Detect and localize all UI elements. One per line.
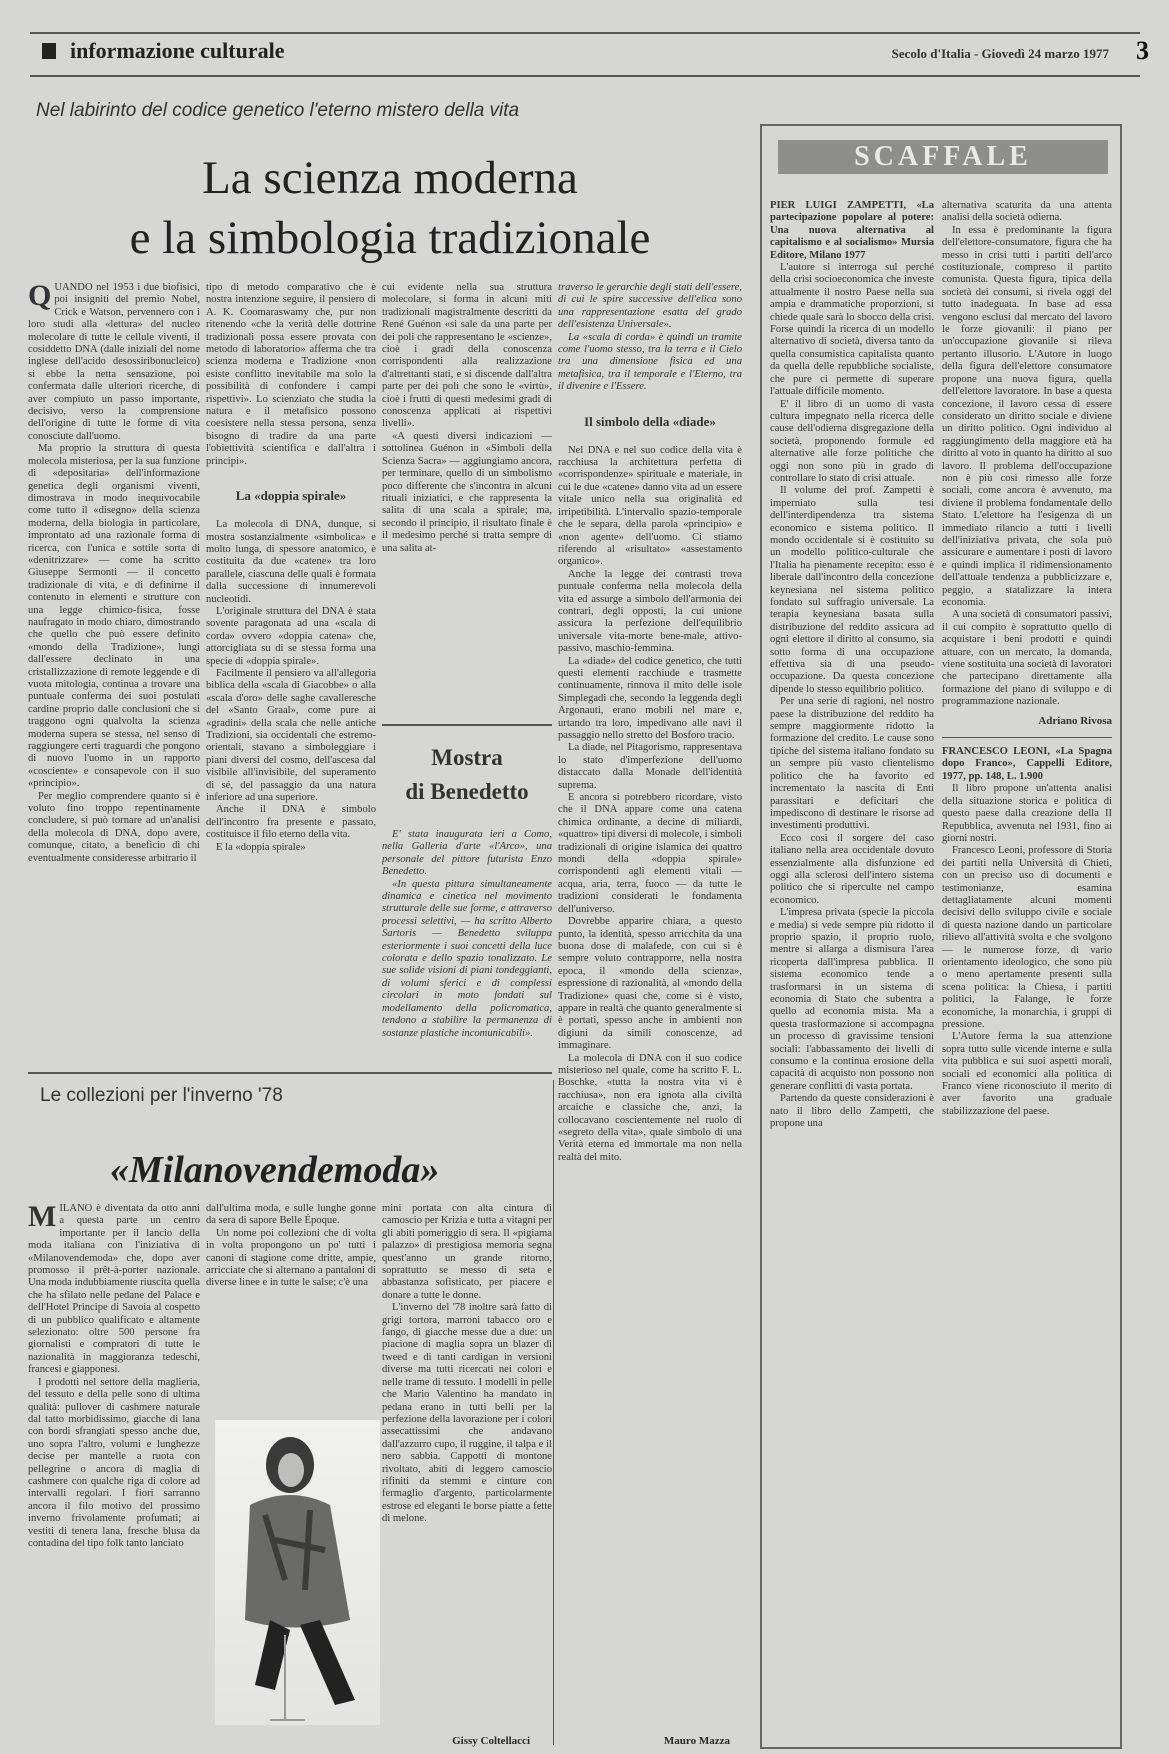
mostra-headline-line-2: di Benedetto (405, 779, 529, 804)
book2-heading: FRANCESCO LEONI, «La Spagna dopo Franco», Cappelli Editore, 1977, pp. 148, L. 1.900 (942, 746, 1112, 782)
paragraph: E' stata inaugurata ieri a Como, nella Galleria d'arte «l'Arco», una personale del pittore futurista Enzo Benedetto. (382, 829, 552, 878)
paragraph: I prodotti nel settore della maglieria, del tessuto e della pelle sono di ultima qualità: pullover di cashmere naturale dal tatto morbidissimo, giacche di lana con bordi sfrangiati spesso anche due, uno sopra l'altro, volumi e lunghezze decise per mantelle a ruota con pellegrine o ancora di maglia di cashmere con qualche riga di colore ad intervalli regolari. I fiori sarranno ancora il filo motivo del prossimo inverno frivolamente profumati; ai vestiti di tenera lana, fresche blusa da contadina del tipo folk tanto lanciato (28, 1376, 200, 1549)
paragraph: cui evidente nella sua struttura molecolare, si forma in alcuni miti tradizionali magistralmente descritti da René Guénon «si sale da una parte per dei poli che rappresentano le «scienze», cioè i gradi della conoscenza corrispondenti alla realizzazione d'altrettanti stati, e si discende dall'altra parte per dei poli che sono le «virtù», cioè i frutti di questi medesimi gradi di conoscenza applicati ai rispettivi livelli». (382, 282, 552, 430)
paragraph: Il libro propone un'attenta analisi della situazione storica e politica di questo paese dalla creazione della II Repubblica, avvenuta nel 1931, fino ai giorni nostri. (942, 783, 1112, 844)
subhead-diade: Il simbolo della «diade» (584, 413, 716, 429)
paragraph: La molecola di DNA, dunque, si mostra sostanzialmente «simbolica» e molto lunga, di spessore anatomico, è costituita da due «catene» tra loro parallele, ciascuna delle quali è formata dalla successione di innumerevoli nucleotidi. (206, 519, 376, 605)
paragraph: E la «doppia spirale» (216, 841, 306, 853)
paragraph: La «scala di corda» è quindi un tramite come l'uomo stesso, tra la terra e il Cielo tra una dimensione fisica ed una metafisica, tra il temporale e l'Eterno, tra il divenire e l'Essere. (558, 331, 742, 393)
moda-column-2 (206, 1203, 376, 1413)
paragraph-list (382, 1203, 552, 1526)
paragraph: L'Autore ferma la sua attenzione sopra tutto sulle vicende interne e sulla vita pubblica e sui suoi aspetti morali, sociali ed economici alla politica di Franco viene riconosciuto il merito di aver favorito una graduale stabilizzazione del paese. (942, 1031, 1112, 1117)
article-kicker: Nel labirinto del codice genetico l'eterno mistero della vita (36, 100, 520, 121)
paragraph-list (28, 1203, 200, 1550)
paragraph: In essa è predominante la figura dell'elettore-consumatore, figura che ha messo in crisi tutti i partiti dell'arco costituzionale, compreso il partito comunista. Questa figura, tipica della società dei consumi, si rivela oggi del tutto inadeguata. In base ad essa vengono esclusi dal mercato del lavoro le forze giovanili: il piano per un'occupazione giovanile si rileva pertanto illusorio. L'Autore in luogo della figura dell'elettore consumatore propone una nuova figura, quella dell'elettore lavoratore. In base a questa concezione, il lavoro cessa di essere considerato un diritto sociale e diviene un diritto politico. Ogni individuo al raggiungimento della maggiore età ha diritto al voto in quanto ha diritto al suo lavoro. Il problema dell'occupazione non è più così rimesso alle forze sociali, come ancora è avvenuto, ma diviene il problema fondamentale dello Stato. L'elettore ha l'esigenza di un immediato rilancio a tutti i livelli dell'iniziativa privata, che sola può assicurare e aumentare i posti di lavoro e quindi implica il ridimensionamento dell'attuale tendenza a pubblicizzare e, peggio, a statalizzare la intera economia. (942, 224, 1112, 608)
header-bottom-rule (30, 75, 1140, 77)
paragraph: E ancora si potrebbero ricordare, visto che il DNA appare come una catena chimica ordinante, a decine di miliardi, «quattro» tipi diversi di molecole, i simboli tradizionali di origine islamica dei quattro mondi della «doppia spirale» corrispondenti agli elementi vitali — acqua, aria, terra, fuoco — da tutte le tradizioni considerati le fondamenta dell'universo. (558, 792, 742, 915)
paragraph-list (558, 282, 742, 394)
paragraph-list (28, 282, 200, 865)
paragraph: Ecco così il sorgere del caso italiano nella area occidentale dovuto essenzialmente alla disfunzione ed oggi alla sclerosi dell'intero sistema politico che si riperculte nel campo economico. (770, 832, 934, 906)
section-square-icon (42, 43, 56, 59)
paragraph: Un nome poi collezioni che di volta in volta propongono un po' tutti i canoni di stagione come dritte, ampie, arricciate che si alternano a pantaloni di diverse linee e in tutte le salse; c'è una (206, 1227, 376, 1289)
scaffale-banner: SCAFFALE (778, 140, 1108, 174)
paragraph: La «diade» del codice genetico, che tutti questi elementi racchiude e trasmette continuamente, rinnova il mito delle isole Simplegadi che, secondo la leggenda degli Argonauti, erano mobili nel mare e, urtando tra loro, impedivano alle navi il passaggio nello stretto del Bosforo tracio. (558, 655, 742, 741)
headline-line-2: e la simbologia tradizionale (129, 212, 651, 264)
paragraph: ILANO è diventata da otto anni a questa parte un centro importante per il lancio della moda italiana con l'iniziativa di «Milanovendemoda» che, dopo aver promosso il prêt-à-porter nazionale. Una moda indubbiamente riuscita quella che ha sfilato nelle pedane del Palace e dell'Hotel Principe di Savoia al cospetto di un pubblico qualificato e altamente selezionato: oltre 500 persone fra giornalisti e compratori di tutte le nazionalità in maggioranza tedeschi, francesi e giapponesi. (28, 1203, 200, 1376)
article-column-4 (558, 282, 742, 1740)
moda-kicker: Le collezioni per l'inverno '78 (40, 1085, 283, 1106)
headline-line-1: La scienza moderna (202, 152, 578, 204)
paragraph-list (382, 282, 552, 555)
paragraph: Partendo da queste considerazioni è nato il libro dello Zampetti, che propone una (770, 1093, 934, 1130)
moda-top-rule (28, 1072, 552, 1074)
column-divider (553, 1080, 554, 1745)
article-column-2 (206, 282, 376, 1060)
subhead-doppia-spirale: La «doppia spirale» (235, 488, 347, 504)
paragraph-list (382, 829, 552, 1040)
paragraph: L'autore si interroga sul perché della crisi socioeconomica che investe attualmente il nostro Paese nella sua ampia e drammatiche proporzioni, si chiede quale sarà lo sbocco della crisi. Forse quindi la ricerca di un modello alternativo di società, diversa tanto da quella consumistica capitalista quanto da quella delle repubbliche socialiste, che pure ci permette di superare l'attuale difficile momento. (770, 262, 934, 398)
moda-column-3 (382, 1203, 552, 1728)
paragraph-list (770, 262, 934, 1130)
paragraph-list (206, 282, 376, 854)
book1-heading: PIER LUIGI ZAMPETTI, «La partecipazione popolare al potere: Una nuova alternativa al capitalismo e al socialismo» Mursia Editore, Milano 1977 (770, 200, 934, 261)
mostra-article (382, 735, 552, 1065)
paragraph: traverso le gerarchie degli stati dell'essere, di cui le spire successive dell'elica sono una rappresentazione esatta del grado dell'esistenza Universale». (558, 282, 742, 331)
mostra-divider (382, 724, 552, 726)
paragraph: Dovrebbe apparire chiara, a questo punto, la identità, spesso arricchita da una buona dose di malafede, con cui si è sempre voluto contrapporre, nella nostra epoca, il «mondo della scienza», espressione di razionalità, al «mondo della Tradizione» quasi che, come si è visto, appare in realtà che quanto generalmente si è portati, spesso anche in ambienti non digiuni da simili conoscenze, ad immaginare. (558, 916, 742, 1052)
paragraph: A una società di consumatori passivi, il cui compito è soprattutto quello di acquistare i beni prodotti e quindi attuare, con un mercato, la domanda, viene sostituita una società di lavoratori che partecipano direttamente alla formazione del piano di sviluppo e di programmazione nazionale. (942, 609, 1112, 708)
mostra-headline-line-1: Mostra (431, 745, 503, 770)
paragraph: Per una serie di ragioni, nel nostro paese la distribuzione del reddito ha sempre maggiormente ridotto la formazione del credito. Le cause sono tipiche del sistema italiano fondato su un sempre più vasto clientelismo politico che ha favorito ed incrementato la nascita di Enti parassitari e deficitari che impediscono di destinare le risorse ad investimenti produttivi. (770, 696, 934, 832)
paragraph: Ma proprio la struttura di questa molecola misteriosa, per la sua funzione di «depositaria» dell'informazione genetica degli organismi viventi, dimostrava in modo inequivocabile come tutto il «disegno» della scienza moderna, della biologia in particolare, improntato ad una razionale forma di ricerca, con l'unica e sottile sorta di «denitrizzare» — come ha scritto Giuseppe Sermonti — il concetto tradizionale di vita, e di definirne il contenuto in elementi e strutture con una legge chimico-fisica, fosse naufragato in modo chiaro, dimostrando che quello che può essere definito «mondo della Tradizione», lungi dall'essere declinato in una cristallizzazione di remote leggende e di vuota mitologia, continua a trovare una puntuale conferma dei suoi postulati cardine proprio dalle conclusioni che si traggono ogni qualvolta la scienza moderna supera se stessa, nel senso di raggiungere certi traguardi che pongono di nuovo l'uomo in un rapporto «cosciente» e consapevole con il suo «principio». (28, 443, 200, 790)
author-gissy-coltellacci: Gissy Coltellacci (452, 1735, 530, 1747)
dateline: Secolo d'Italia - Giovedì 24 marzo 1977 (891, 46, 1109, 61)
author-mauro-mazza: Mauro Mazza (663, 1735, 730, 1747)
moda-column-1 (28, 1203, 200, 1748)
page-number: 3 (1136, 36, 1149, 65)
moda-drop-cap: M (28, 1203, 57, 1233)
paragraph: «A questi diversi indicazioni — sottolinea Guénon in «Simboli della Scienza Sacra» — aggiungiamo ancora, per terminare, quello di un simbolismo poco differente che s'incontra in alcuni rituali iniziatici, e che rappresenta la salita di una scala a spirale; ma, secondo il principio, il risultato finale è il medesimo perché si tratta sempre di una salita at- (382, 430, 552, 554)
paragraph: L'originale struttura del DNA è stata sovente paragonata ad una «scala di corda» ovvero «doppia catena» che, attorcigliata su di se stessa forma una specie di «doppia spirale». (206, 605, 376, 667)
paragraph-list (558, 445, 742, 1165)
paragraph: dall'ultima moda, e sulle lunghe gonne da sera di sapore Belle Époque. (206, 1203, 376, 1227)
paragraph: La diade, nel Pitagorismo, rappresentava lo stato d'imperfezione dell'uomo distaccato dalla Monade dell'identità suprema. (558, 742, 742, 791)
scaffale-column-1 (770, 200, 934, 1745)
mostra-headline (382, 741, 552, 809)
fur-coat-model-illustration (215, 1420, 380, 1725)
paragraph: Francesco Leoni, professore di Storia dei partiti nella Università di Chieti, con un preciso uso di documenti e testimonianze, esamina dettagliatamente alcuni momenti decisivi dello sviluppo civile e sociale di questa nazione dando un particolare rilievo all'attività svolta e che svolgono — le numerose forze, di vario orientamento ideologico, che sono più o meno apertamente presenti sulla scena politica: la Chiesa, i partiti politici, la Falange, le forze economiche, la monarchia, i gruppi di pressione. (942, 845, 1112, 1030)
paragraph: Facilmente il pensiero va all'allegoria biblica della «scala di Giacobbe» o alla «scala d'oro» delle saghe cavalleresche del «Santo Graal», come pure ai «gradini» della scala che nelle antiche Tradizioni, sia occidentali che estremo-orientali, stavano a simboleggiare i piani diversi del cosmo, dell'ascesa dal visibile all'invisibile, del superamento di sé, del passaggio da una natura inferiore ad una superiore. (206, 667, 376, 804)
header-top-rule (30, 32, 1140, 34)
paragraph: alternativa scaturita da una attenta analisi della società odierna. (942, 200, 1112, 224)
paragraph: Anche il DNA è simbolo dell'incontro fra presente e passato, costituisce il filo eterno della vita. (206, 804, 376, 841)
paragraph: Il volume del prof. Zampetti è imperniato sulla tesi dell'interdipendenza tra sistema economico e sistema politico. Il mondo occidentale si è costituito su un modello politico-culturale che l'Italia ha pienamente recepito: esso è liberale dall'incontro della concezione keynesiana nel sistema politico fondato sul suffragio universale. La terapia keynesiana basata sulla distribuzione del reddito assicura ad ogni elettore il diritto al consumo, sia sotto forma di una occupazione effettiva sia di una pseudo-occupazione. Da questa concezione dipende lo stesso equilibrio politico. (770, 485, 934, 695)
paragraph-list (206, 1203, 376, 1290)
paragraph: Anche la legge dei contrasti trova puntuale conferma nella molecola della vita ed assurge a simbolo dell'armonia dei contrari, degli opposti, la cui unione assicura la perfezione dell'equilibrio universale vita-morte bene-male, attivo-passivo, maschio-femmina. (558, 568, 742, 655)
paragraph: UANDO nel 1953 i due biofisici, poi insigniti del premio Nobel, Crick e Watson, pervennero con i loro studi alla «lettura» del nucleo molecolare di tutte le cellule viventi, il cosiddetto DNA (dalle iniziali del nome inglese dell'acido desossiribonucleico) si ebbe la netta sensazione, poi confermata dalle ulteriori ricerche, di aver compiuto un passo importante, decisivo, verso la comprensione dell'origine di tutte le forme di vita conosciute dall'uomo. (28, 282, 200, 442)
moda-headline: «Milanovendemoda» (110, 1149, 440, 1191)
paragraph: Per meglio comprendere quanto si è voluto fino troppo repentinamente concludere, si può tornare ad un'analisi della molecola di DNA, dopo avere, comunque, citato, a beneficio di chi eventualmente consideresse arbitrario il (28, 790, 200, 864)
paragraph: E' il libro di un uomo di vasta cultura impegnato nella ricerca delle cause dell'odierna disgregazione della società, proponendo formule ed alternative alle forze politiche che oggi non sono più in grado di controllare lo stato di crisi attuale. (770, 398, 934, 484)
article-column-3 (382, 282, 552, 722)
section-title (42, 38, 284, 64)
paragraph: L'inverno del '78 inoltre sarà fatto di grigi tortora, marroni tabacco oro e fango, di giacche messe due a due: un piacione di maglia sopra un blazer di tweed e di tanti cardigan in versioni diverse ma tutti ricercati nei colori e nelle trame di tessuto. I modelli in pelle che Mario Valentino ha mandato in pedana erano in tutti belli per la perfezione della lavorazione per i colori assecattissimi che andavano dall'azzurro cupo, il ruggine, il talpa e il nero sabbia. Cappotti di montone rivoltato, abiti di leggero camoscio rifiniti da stemmi e cinture con fermaglio d'argento, particolarmente estrose ed eleganti le borse piatte a fette di melone. (382, 1302, 552, 1525)
section-label: informazione culturale (70, 38, 285, 63)
scaffale-column-2 (942, 200, 1112, 1745)
paragraph: «In questa pittura simultaneamente dinamica e cinetica nel movimento strutturale delle sue forme, e attraverso processi selettivi, — ha scritto Alberto Sartoris — Benedetto sviluppa esteriormente i suoi concetti della luce colorata e dello spazio tonalizzato. Le sue solide visioni di piani tondeggianti, di volumi sferici e di complessi circolari in moto fondati sul modellamento della policromatica, tendono a stabilire la permanenza di sostanze plastiche incomunicabili». (382, 878, 552, 1039)
scaffale-divider (942, 737, 1112, 738)
fashion-model-photo (215, 1420, 380, 1725)
paragraph: L'impresa privata (specie la piccola e media) si vede sempre più ridotto il proprio spazio, il proprio ruolo, mentre si allarga a dismisura l'area ricoperta dall'impresa pubblica. Il sistema economico tende a trasformarsi in un sistema di economia di Stato che subentra a quello ad economia mista. Ma a questa trasformazione si accompagna un processo di gravissime tensioni sociali: l'abbassamento dei livelli di consumo e la continua erosione della capacità di acquisto non possono non generare conflitti di vasta portata. (770, 907, 934, 1092)
paragraph: mini portata con alta cintura di camoscio per Krizia e tutta a vitagni per gli abiti pomeriggio di sera. Il «pigiama palazzo» di prestigiosa memoria segna quest'anno un grande ritorno, soprattutto se messo di seta e abbastanza sofisticato, per piacere e donare a tutte le donne. (382, 1203, 552, 1301)
drop-cap: Q (28, 282, 52, 312)
article-headline (30, 148, 750, 268)
author-adriano-rivosa: Adriano Rivosa (1038, 714, 1112, 727)
paragraph: Nel DNA e nel suo codice della vita è racchiusa la architettura perfetta di «corrispondenze» spirituale e materiale, in cui le due «catene» danno vita ad un essere vitale unico nella sua originalità ed irripetibilità. L'intervallo spazio-temporale che le separa, della parola «principio» e «non agente» dell'uomo. Ci stiamo riferendo al «risultato» «assestamento organico». (558, 444, 742, 568)
paragraph: tipo di metodo comparativo che è nostra intenzione seguire, il pensiero di A. K. Coomaraswamy che, pur non ritenendo «che la verità delle dottrine tradizionali possa essere provata con metodo di laboratorio» afferma che tra scienza moderna e Tradizione «non esiste conflitto inevitabile ma solo la possibilità di confondere i campi rispettivi». Lo scienziato che studia la natura e il metafisico possono coesistere nella stessa persona, senza bisogno di tradire da una parte l'obiettività scientifica e dall'altra i principi». (206, 282, 376, 467)
paragraph-list (942, 200, 1112, 709)
paragraph: La molecola di DNA con il suo codice misterioso nel quale, come ha scritto F. L. Boschke, «tutta la nostra vita vi è racchiusa», non era ignota alla civiltà arcaiche e classiche che, anzi, la collocavano coscientemente nel ruolo di «segreto della vita», quale simbolo di una Verità eterna ed immortale ma non nella realtà del mito. (558, 1052, 742, 1163)
article-column-1 (28, 282, 200, 1060)
paragraph-list (942, 783, 1112, 1118)
